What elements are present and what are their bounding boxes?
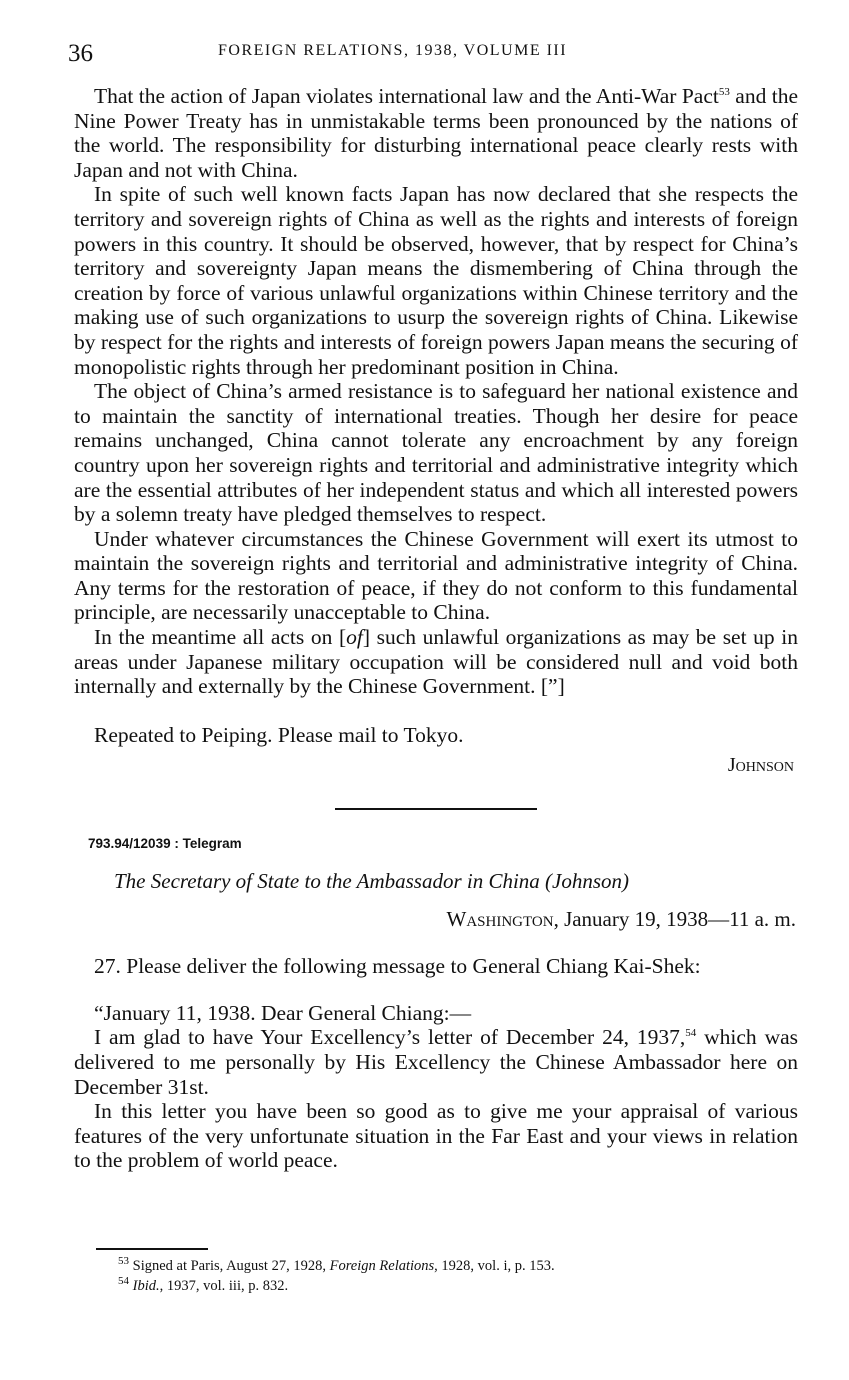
paragraph-5: In the meantime all acts on [of] such unlawful organizations as may be set up in areas under Japanese military occupation will be considered null and void both internally and externally by the Chinese Government. [”] (74, 625, 798, 699)
footnotes (118, 1256, 808, 1296)
message-intro: 27. Please deliver the following message to General Chiang Kai-Shek: (94, 953, 701, 978)
letter-greeting: “January 11, 1938. Dear General Chiang:— (94, 1000, 472, 1025)
paragraph-3: The object of China’s armed resistance is to safeguard her national existence and to maintain the sanctity of international treaties. Though her desire for peace remains unchanged, China cannot tolerate any encroachment by any foreign country upon her sovereign rights and territorial and administrative integrity which are the essential attributes of her independent status and which all interested powers by a solemn treaty have pledged themselves to respect. (74, 379, 798, 527)
footnote-53: $^{53}$ Signed at Paris, August 27, 1928, Foreign Relations, 1928, vol. i, p. 153. (118, 1255, 555, 1274)
page-header (68, 38, 805, 68)
footnote-ref-53[interactable]: 53 (718, 85, 730, 98)
footnote-54: $^{54}$ Ibid., 1937, vol. iii, p. 832. (118, 1275, 289, 1294)
quoted-letter (74, 1001, 798, 1173)
repeated-note: Repeated to Peiping. Please mail to Tokyo. (94, 722, 464, 747)
section-divider (335, 808, 537, 810)
running-head: FOREIGN RELATIONS, 1938, VOLUME III (218, 42, 568, 59)
paragraph-2: In spite of such well known facts Japan has now declared that she respects the territory and sovereign rights of China as well as the rights and interests of foreign powers in this country. It should be observed, however, that by respect for China’s territory and sovereignty Japan means the dismembering of China through the creation by force of various unlawful organizations within Chinese territory and the making use of such organizations to usurp the sovereign rights of China. Likewise by respect for the rights and interests of foreign powers Japan means the securing of monopolistic rights through her predominant position in China. (74, 182, 798, 379)
body-text (74, 84, 798, 1173)
dateline: Washington, January 19, 1938—11 a. m. (446, 907, 796, 932)
letter-paragraph-2: In this letter you have been so good as to give me your appraisal of various features of the very unfortunate situation in the Far East and your views in relation to the problem of world peace. (74, 1099, 798, 1173)
letter-paragraph-1: I am glad to have Your Excellency’s letter of December 24, 1937,54 which was delivered to me personally by His Excellency the Chinese Ambassador here on December 31st. (74, 1025, 799, 1099)
document-heading: The Secretary of State to the Ambassador in China (Johnson) (114, 868, 630, 893)
signature: Johnson (727, 754, 794, 777)
file-reference: 793.94/12039 : Telegram (88, 836, 242, 852)
footnote-rule (96, 1248, 208, 1250)
page-number: 36 (68, 40, 93, 67)
footnote-ref-54[interactable]: 54 (685, 1027, 697, 1040)
paragraph-4: Under whatever circumstances the Chinese Government will exert its utmost to maintain the sovereign rights and territorial and administrative integrity of China. Any terms for the restoration of peace, if they do not conform to this fundamental principle, are necessarily unacceptable to China. (74, 526, 798, 625)
paragraph-1: That the action of Japan violates international law and the Anti-War Pact$^{53}$ and the Nine Power Treaty has in unmistakable terms been pronounced by the nations of the world. The responsibility for disturbing international peace clearly rests with Japan and not with China. (74, 84, 798, 182)
